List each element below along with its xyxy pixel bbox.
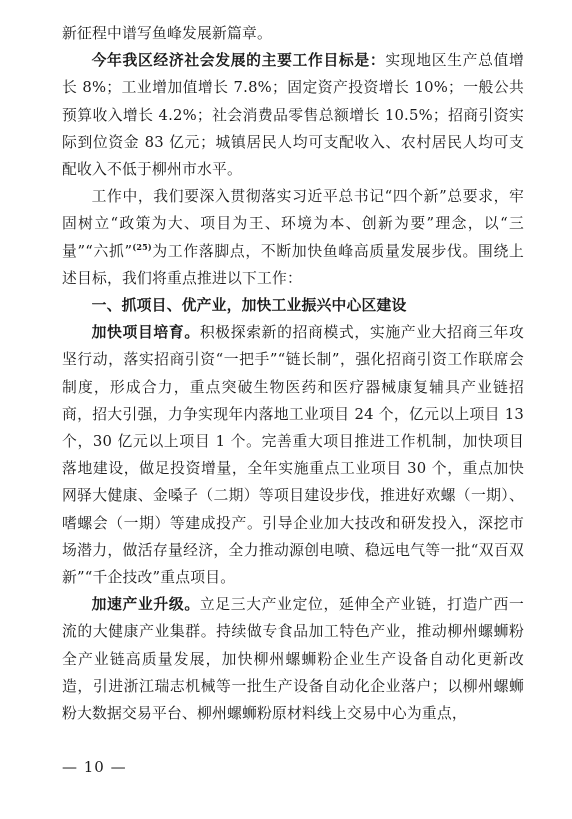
paragraph-lead-bold: 今年我区经济社会发展的主要工作目标是： bbox=[91, 52, 386, 70]
paragraph-industry-upgrade bbox=[62, 591, 524, 727]
paragraph-text: 实现地区生产总值增长 8%；工业增加值增长 7.8%；固定资产投资增长 10%；一般公共预算收入增长 4.2%；社会消费品零售总额增长 10.5%；招商引资实际到位资金 83 亿元；城镇居民人均可支配收入、农村居民人均可支配收入不低于柳州市水平。 bbox=[62, 52, 524, 179]
paragraph-text: 立足三大产业定位，延伸全产业链，打造广西一流的大健康产业集群。持续做专食品加工特色产业，推动柳州螺蛳粉全产业链高质量发展，加快柳州螺蛳粉企业生产设备自动化更新改造，引进浙江瑞志机械等一批生产设备自动化企业落户；以柳州螺蛳粉大数据交易平台、柳州螺蛳粉原材料线上交易中心为重点， bbox=[62, 596, 524, 723]
paragraph-project-cultivation bbox=[62, 319, 524, 591]
paragraph-text: 积极探索新的招商模式，实施产业大招商三年攻坚行动，落实招商引资“一把手”“链长制”，强化招商引资工作联席会制度，形成合力，重点突破生物医药和医疗器械康复辅具产业链招商，招大引强，力争实现年内落地工业项目 24 个，亿元以上项目 13 个，30 亿元以上项目 1 个。完善重大项目推进工作机制，加快项目落地建设，做足投资增量，全年实施重点工业项目 30 个，重点加快网驿大健康、金嗓子（二期）等项目建设步伐，推进好欢螺（一期）、嗜螺会（一期）等建成投产。引导企业加大技改和研发投入，深挖市场潜力，做活存量经济，全力推动源创电喷、稳远电气等一批“双百双新”“千企技改”重点项目。 bbox=[62, 324, 524, 587]
section-heading: 一、抓项目、优产业，加快工业振兴中心区建设 bbox=[91, 297, 407, 315]
paragraph-text: 新征程中谱写鱼峰发展新篇章。 bbox=[62, 25, 272, 42]
document-body bbox=[62, 20, 524, 727]
paragraph-work-principles bbox=[62, 183, 524, 292]
paragraph-continuation bbox=[62, 20, 524, 47]
page-number: — 10 — bbox=[62, 758, 127, 776]
paragraph-text: 为工作落脚点，不断加快鱼峰高质量发展步伐。 bbox=[151, 242, 478, 260]
footnote-marker: (25) bbox=[132, 241, 152, 252]
paragraph-lead-bold: 加快项目培育。 bbox=[91, 324, 200, 342]
paragraph-text: 工作中，我们要深入贯彻落实习近平总书记“四个新”总要求，牢固树立“政策为大、项目为王、环境为本、创新为要”理念，以“三量”“六抓” bbox=[62, 188, 524, 260]
paragraph-targets bbox=[62, 47, 524, 183]
paragraph-lead-bold: 加速产业升级。 bbox=[91, 596, 200, 614]
paragraph-text: 围绕上述目标，我们将重点推进以下工作： bbox=[62, 242, 524, 287]
